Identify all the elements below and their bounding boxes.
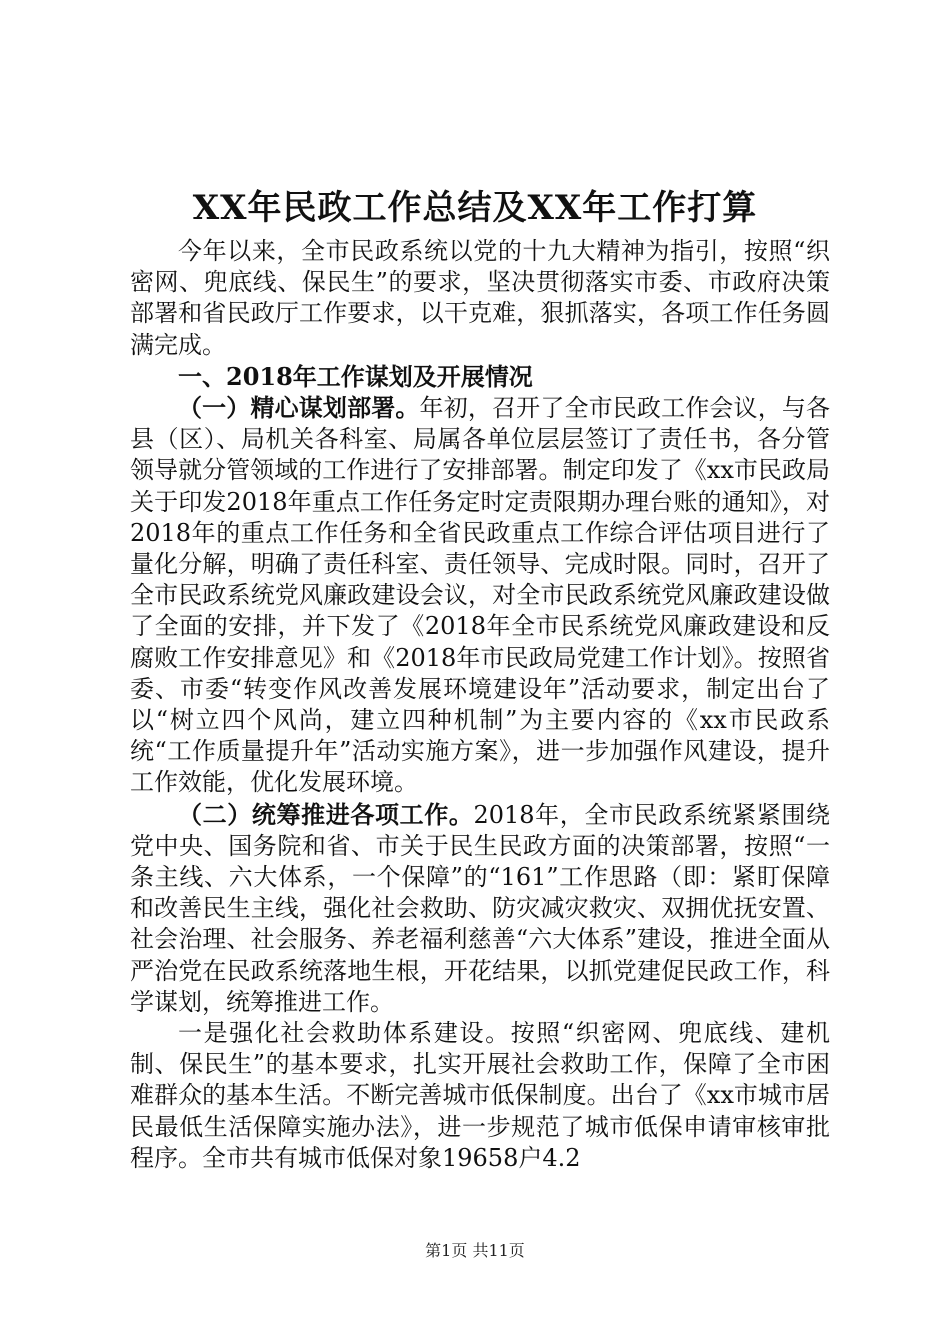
paragraph-text: 一是强化社会救助体系建设。按照“织密网、兜底线、建机制、保民生”的基本要求，扎实开展社会救助工作，保障了全市困难群众的基本生活。不断完善城市低保制度。出台了《xx市城市居民最低生活保障实施办法》，进一步规范了城市低保申请审核审批程序。全市共有城市低保对象19658户4.2	[130, 1019, 830, 1172]
social-assistance-paragraph	[130, 1018, 830, 1174]
page-footer: 第1页 共11页	[425, 1241, 525, 1260]
document-body	[130, 236, 830, 1174]
subsection-paragraph-coordination	[130, 799, 830, 1018]
subsection-lead: （二）统筹推进各项工作。	[178, 799, 474, 829]
paragraph-text: 今年以来，全市民政系统以党的十九大精神为指引，按照“织密网、兜底线、保民生”的要求，坚决贯彻落实市委、市政府决策部署和省民政厅工作要求，以干克难，狠抓落实，各项工作任务圆满完成。	[130, 237, 830, 359]
paragraph-text: 年初，召开了全市民政工作会议，与各县（区）、局机关各科室、局属各单位层层签订了责任书，各分管领导就分管领域的工作进行了安排部署。制定印发了《xx市民政局关于印发2018年重点工作任务定时定责限期办理台账的通知》，对2018年的重点工作任务和全省民政重点工作综合评估项目进行了量化分解，明确了责任科室、责任领导、完成时限。同时，召开了全市民政系统党风廉政建设会议，对全市民政系统党风廉政建设做了全面的安排，并下发了《2018年全市民系统党风廉政建设和反腐败工作安排意见》和《2018年市民政局党建工作计划》。按照省委、市委“转变作风改善发展环境建设年”活动要求，制定出台了以“树立四个风尚，建立四种机制”为主要内容的《xx市民政系统“工作质量提升年”活动实施方案》，进一步加强作风建设，提升工作效能，优化发展环境。	[130, 394, 831, 797]
subsection-paragraph-planning	[130, 392, 830, 799]
intro-paragraph	[130, 236, 830, 361]
section-heading	[130, 361, 830, 392]
document-title: XX年民政工作总结及XX年工作打算	[192, 188, 758, 228]
paragraph-text: 2018年，全市民政系统紧紧围绕党中央、国务院和省、市关于民生民政方面的决策部署，按照“一条主线、六大体系，一个保障”的“161”工作思路（即：紧盯保障和改善民生主线，强化社会救助、防灾减灾救灾、双拥优抚安置、社会治理、社会服务、养老福利慈善“六大体系”建设，推进全面从严治党在民政系统落地生根，开花结果，以抓党建促民政工作，科学谋划，统筹推进工作。	[130, 800, 831, 1016]
heading-text: 一、2018年工作谋划及开展情况	[178, 361, 533, 391]
subsection-lead: （一）精心谋划部署。	[178, 393, 420, 423]
